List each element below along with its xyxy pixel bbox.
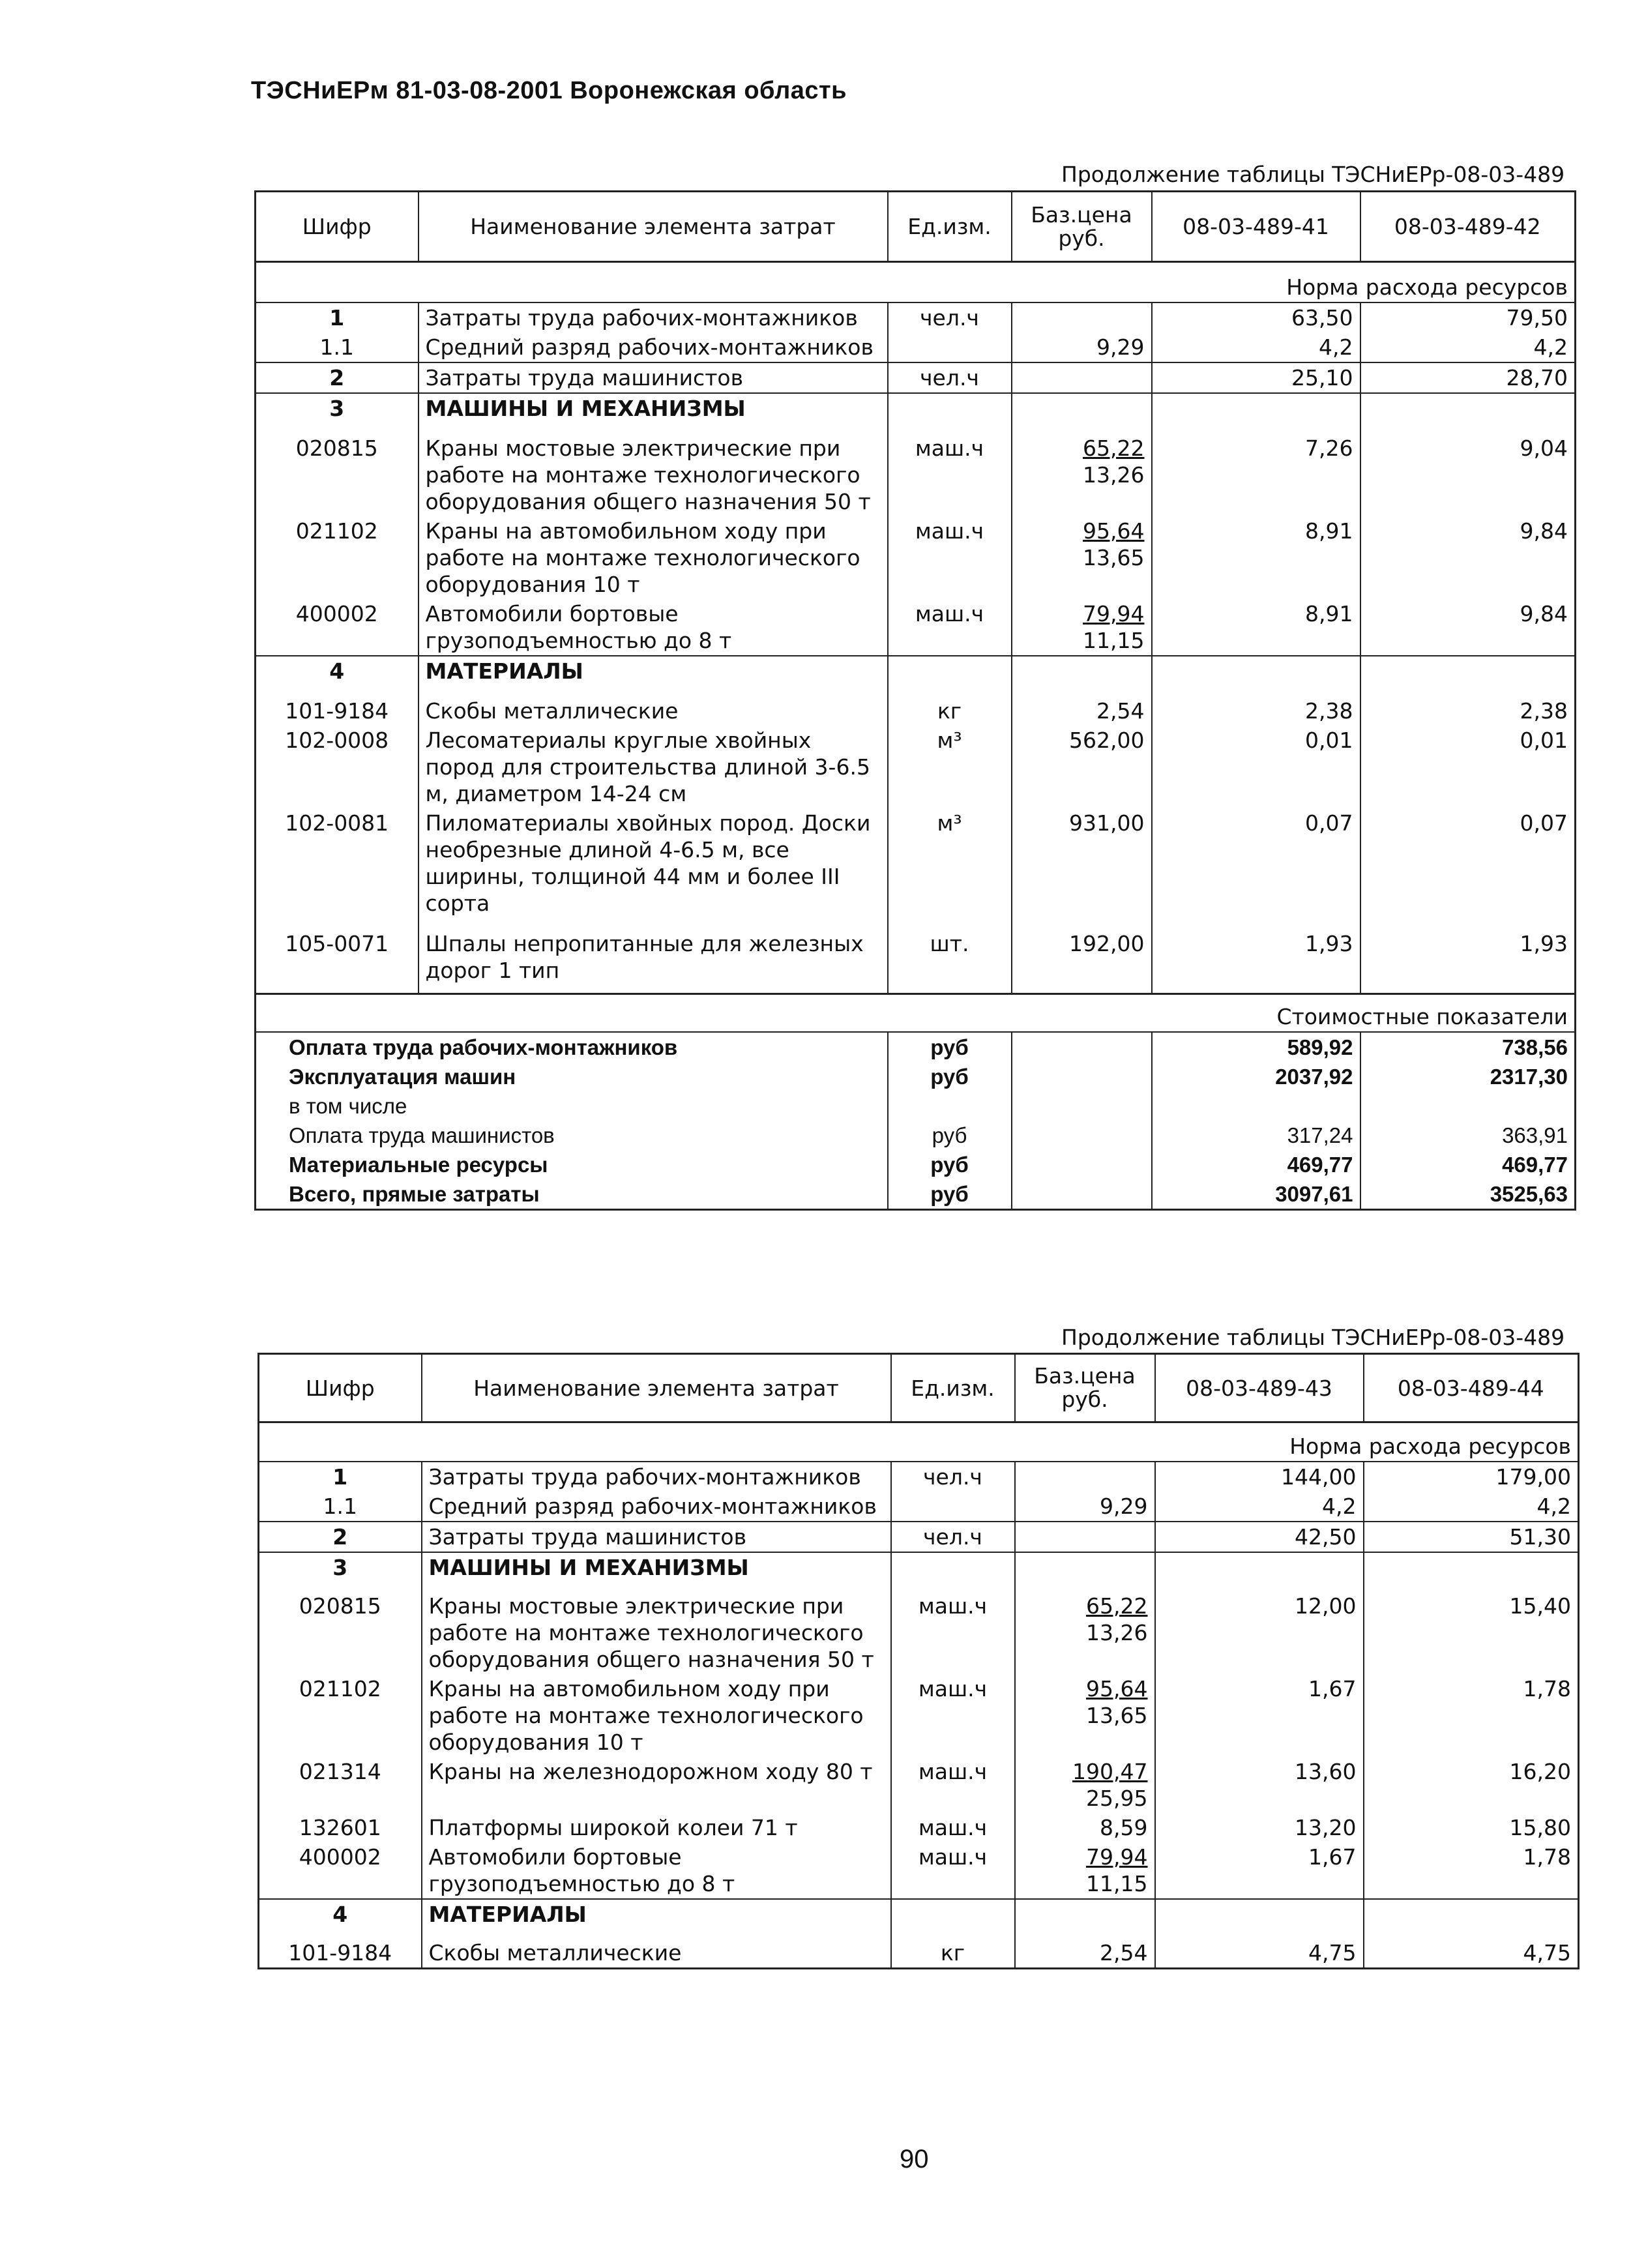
row-price: 9,29 [1012, 332, 1152, 362]
row-price [1015, 1522, 1155, 1552]
row-value-2: 1,78 [1364, 1842, 1579, 1899]
row-code: 2 [329, 364, 345, 390]
row-value-2: 0,01 [1360, 726, 1576, 808]
row-value-2: 179,00 [1364, 1462, 1579, 1492]
row-code: 400002 [299, 1844, 381, 1870]
row-name: Пиломатериалы хвойных пород. Доски необрезные длиной 4-6.5 м, все ширины, толщиной 44 мм и более III сорта [419, 808, 888, 929]
row-value-2: 4,2 [1364, 1492, 1579, 1522]
cost-row-value-1: 469,77 [1152, 1150, 1360, 1179]
header-col1: 08-03-489-43 [1155, 1354, 1364, 1422]
cost-row-label: Эксплуатация машин [289, 1064, 516, 1089]
row-name: Затраты труда рабочих-монтажников [422, 1462, 891, 1492]
row-price: 79,94 11,15 [1012, 599, 1152, 656]
row-code: 1.1 [319, 334, 354, 360]
row-value-2: 1,93 [1360, 929, 1576, 994]
row-code: 102-0081 [285, 810, 389, 836]
section-code: 3 [332, 1554, 348, 1580]
section-code: 3 [329, 395, 345, 421]
section-title: МАШИНЫ И МЕХАНИЗМЫ [422, 1552, 891, 1591]
row-name: Краны мостовые электрические при работе на монтаже технологического оборудования общего назначения 50 т [422, 1591, 891, 1674]
header-price: Баз.цена руб. [1015, 1354, 1155, 1422]
row-code: 1 [332, 1464, 348, 1490]
section-code: 4 [332, 1901, 348, 1927]
row-value-1: 0,01 [1152, 726, 1360, 808]
row-name: Автомобили бортовые грузоподъемностью до 8 т [419, 599, 888, 656]
cost-row-label: Материальные ресурсы [289, 1152, 548, 1177]
cost-row-value-2: 363,91 [1360, 1121, 1576, 1150]
row-unit: маш.ч [891, 1842, 1015, 1899]
row-unit: м³ [888, 808, 1012, 929]
cost-row-label: в том числе [289, 1093, 407, 1118]
row-value-2: 2,38 [1360, 696, 1576, 726]
table2 [257, 1353, 1580, 1969]
row-value-1: 2,38 [1152, 696, 1360, 726]
row-value-1: 0,07 [1152, 808, 1360, 929]
row-unit: чел.ч [891, 1462, 1015, 1492]
table1-caption: Продолжение таблицы ТЭСНиЕРр-08-03-489 [1061, 162, 1565, 187]
row-price: 65,22 13,26 [1015, 1591, 1155, 1674]
header-code: Шифр [302, 214, 372, 239]
row-price: 2,54 [1012, 696, 1152, 726]
row-code: 101-9184 [285, 698, 389, 724]
cost-row-value-1: 2037,92 [1152, 1062, 1360, 1091]
cost-row-unit: руб [888, 1032, 1012, 1062]
row-price: 79,94 11,15 [1015, 1842, 1155, 1899]
row-unit: маш.ч [891, 1591, 1015, 1674]
cost-row-value-1: 317,24 [1152, 1121, 1360, 1150]
row-unit: м³ [888, 726, 1012, 808]
row-value-1: 42,50 [1155, 1522, 1364, 1552]
cost-row-value-1: 3097,61 [1152, 1179, 1360, 1210]
cost-row-label: Оплата труда рабочих-монтажников [289, 1035, 678, 1059]
cost-row-value-2: 2317,30 [1360, 1062, 1576, 1091]
row-code: 101-9184 [288, 1939, 392, 1966]
row-name: Затраты труда рабочих-монтажников [419, 302, 888, 332]
row-value-1: 25,10 [1152, 362, 1360, 393]
section-title: МАШИНЫ И МЕХАНИЗМЫ [419, 393, 888, 434]
row-unit [888, 332, 1012, 362]
row-price: 95,64 13,65 [1015, 1674, 1155, 1757]
header-unit: Ед.изм. [891, 1354, 1015, 1422]
row-price: 192,00 [1012, 929, 1152, 994]
row-price: 562,00 [1012, 726, 1152, 808]
row-price: 2,54 [1015, 1938, 1155, 1969]
row-name: Шпалы непропитанные для железных дорог 1 тип [419, 929, 888, 994]
row-unit: кг [888, 696, 1012, 726]
row-value-2: 28,70 [1360, 362, 1576, 393]
row-value-1: 12,00 [1155, 1591, 1364, 1674]
row-unit [891, 1492, 1015, 1522]
row-value-1: 63,50 [1152, 302, 1360, 332]
header-col2: 08-03-489-42 [1360, 192, 1576, 262]
row-price [1012, 362, 1152, 393]
row-value-1: 4,2 [1152, 332, 1360, 362]
section-title: МАТЕРИАЛЫ [419, 656, 888, 696]
row-code: 400002 [295, 600, 378, 626]
cost-row-unit: руб [888, 1062, 1012, 1091]
header-col2: 08-03-489-44 [1364, 1354, 1579, 1422]
header-col1: 08-03-489-41 [1152, 192, 1360, 262]
cost-row-value-1: 589,92 [1152, 1032, 1360, 1062]
row-value-1: 4,2 [1155, 1492, 1364, 1522]
norm-label: Норма расхода ресурсов [1286, 274, 1568, 300]
row-value-1: 1,93 [1152, 929, 1360, 994]
section-title: МАТЕРИАЛЫ [422, 1899, 891, 1938]
row-name: Платформы широкой колеи 71 т [422, 1813, 891, 1842]
row-price [1012, 302, 1152, 332]
row-code: 1.1 [323, 1493, 357, 1519]
cost-row-unit: руб [888, 1179, 1012, 1210]
row-code: 105-0071 [285, 930, 389, 956]
cost-row-label: Всего, прямые затраты [289, 1181, 540, 1206]
table2-caption: Продолжение таблицы ТЭСНиЕРр-08-03-489 [1061, 1325, 1565, 1350]
row-value-2: 0,07 [1360, 808, 1576, 929]
cost-label: Стоимостные показатели [1276, 1003, 1568, 1029]
row-unit: маш.ч [888, 434, 1012, 516]
row-value-1: 1,67 [1155, 1842, 1364, 1899]
row-code: 1 [329, 304, 345, 331]
row-code: 021102 [295, 518, 378, 544]
row-unit: шт. [888, 929, 1012, 994]
row-price: 95,64 13,65 [1012, 516, 1152, 599]
row-value-2: 9,84 [1360, 599, 1576, 656]
row-value-1: 13,20 [1155, 1813, 1364, 1842]
row-code: 021314 [299, 1758, 381, 1784]
table1 [254, 190, 1576, 1211]
header-price: Баз.цена руб. [1012, 192, 1152, 262]
header-unit: Ед.изм. [888, 192, 1012, 262]
row-value-2: 4,75 [1364, 1938, 1579, 1969]
row-price: 65,22 13,26 [1012, 434, 1152, 516]
row-name: Краны на железнодорожном ходу 80 т [422, 1757, 891, 1813]
header-name: Наименование элемента затрат [422, 1354, 891, 1422]
row-value-1: 1,67 [1155, 1674, 1364, 1757]
row-code: 2 [332, 1524, 348, 1550]
row-unit: маш.ч [888, 599, 1012, 656]
header-code: Шифр [305, 1375, 375, 1401]
row-value-2: 51,30 [1364, 1522, 1579, 1552]
row-name: Скобы металлические [422, 1938, 891, 1969]
row-value-1: 13,60 [1155, 1757, 1364, 1813]
row-name: Скобы металлические [419, 696, 888, 726]
row-value-2: 15,80 [1364, 1813, 1579, 1842]
row-price: 190,47 25,95 [1015, 1757, 1155, 1813]
row-name: Краны мостовые электрические при работе на монтаже технологического оборудования общего назначения 50 т [419, 434, 888, 516]
cost-row-unit: руб [888, 1121, 1012, 1150]
row-code: 020815 [299, 1593, 381, 1619]
header-name: Наименование элемента затрат [419, 192, 888, 262]
row-name: Средний разряд рабочих-монтажников [419, 332, 888, 362]
row-code: 020815 [295, 435, 378, 461]
row-code: 132601 [299, 1814, 381, 1840]
row-value-1: 8,91 [1152, 516, 1360, 599]
row-name: Автомобили бортовые грузоподъемностью до 8 т [422, 1842, 891, 1899]
row-code: 021102 [299, 1675, 381, 1701]
row-unit: маш.ч [888, 516, 1012, 599]
cost-row-label: Оплата труда машинистов [289, 1123, 555, 1147]
page-header: ТЭСНиЕРм 81-03-08-2001 Воронежская область [251, 77, 847, 104]
row-value-2: 15,40 [1364, 1591, 1579, 1674]
row-name: Средний разряд рабочих-монтажников [422, 1492, 891, 1522]
row-value-2: 1,78 [1364, 1674, 1579, 1757]
row-unit: кг [891, 1938, 1015, 1969]
row-price: 9,29 [1015, 1492, 1155, 1522]
row-unit: маш.ч [891, 1674, 1015, 1757]
row-unit: маш.ч [891, 1813, 1015, 1842]
row-value-1: 8,91 [1152, 599, 1360, 656]
row-code: 102-0008 [285, 727, 389, 753]
cost-row-value-2: 738,56 [1360, 1032, 1576, 1062]
row-unit: маш.ч [891, 1757, 1015, 1813]
section-code: 4 [329, 658, 345, 684]
row-name: Лесоматериалы круглые хвойных пород для строительства длиной 3-6.5 м, диаметром 14-24 см [419, 726, 888, 808]
row-price: 931,00 [1012, 808, 1152, 929]
cost-row-value-2: 3525,63 [1360, 1179, 1576, 1210]
row-value-1: 4,75 [1155, 1938, 1364, 1969]
row-value-2: 9,04 [1360, 434, 1576, 516]
page-number: 90 [900, 2145, 929, 2173]
row-name: Краны на автомобильном ходу при работе на монтаже технологического оборудования 10 т [419, 516, 888, 599]
row-value-1: 7,26 [1152, 434, 1360, 516]
row-value-2: 4,2 [1360, 332, 1576, 362]
row-unit: чел.ч [888, 302, 1012, 332]
row-value-2: 79,50 [1360, 302, 1576, 332]
row-unit: чел.ч [891, 1522, 1015, 1552]
row-value-2: 9,84 [1360, 516, 1576, 599]
cost-row-value-2: 469,77 [1360, 1150, 1576, 1179]
row-unit: чел.ч [888, 362, 1012, 393]
row-name: Затраты труда машинистов [422, 1522, 891, 1552]
row-value-1: 144,00 [1155, 1462, 1364, 1492]
row-value-2: 16,20 [1364, 1757, 1579, 1813]
norm-label: Норма расхода ресурсов [1289, 1433, 1571, 1459]
row-price [1015, 1462, 1155, 1492]
cost-row-unit: руб [888, 1150, 1012, 1179]
row-price: 8,59 [1015, 1813, 1155, 1842]
row-name: Краны на автомобильном ходу при работе на монтаже технологического оборудования 10 т [422, 1674, 891, 1757]
row-name: Затраты труда машинистов [419, 362, 888, 393]
